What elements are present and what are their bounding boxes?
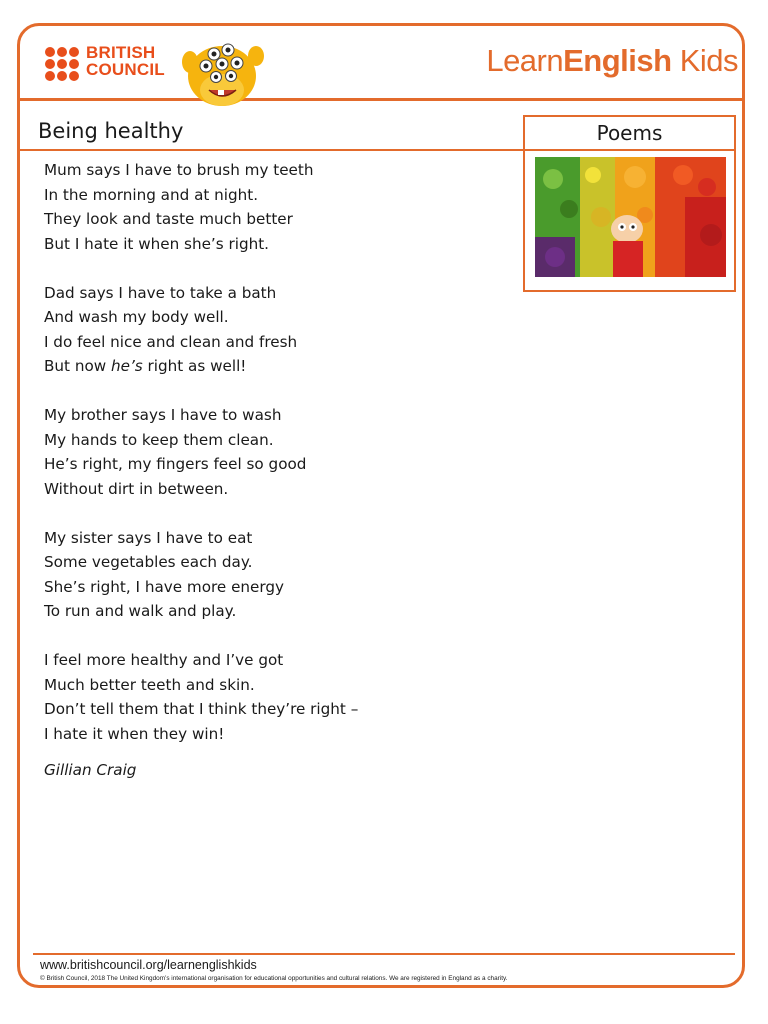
stanza-3 [44,403,504,501]
poem-line: My hands to keep them clean. [44,430,274,449]
poem-line: Dad says I have to take a bath [44,283,277,302]
poem-line: I hate it when they win! [44,724,225,743]
emphasized-word: he’s [111,357,143,375]
learnenglish-kids-logo [486,43,738,79]
rainbow-fruit-vegetables-image [535,157,726,277]
poem-line: She’s right, I have more energy [44,577,285,596]
logo-learn: Learn [486,43,564,78]
british-council-logo [44,43,184,83]
poem-line: They look and taste much better [44,210,293,228]
line-part: right as well! [142,357,247,375]
poem-line: To run and walk and play. [44,602,237,620]
stanza-1 [44,158,504,256]
footer-legal-text: © British Council, 2018 The United Kingdom’s international organisation for educational opportunities and cultural relations. We are registered in England as a charity. [40,975,508,982]
category-label: Poems [523,115,736,151]
monster-mascot-icon [176,32,268,112]
poem-line-emphasis [44,354,504,379]
poem-line: My sister says I have to eat [44,528,253,547]
poem-line: In the morning and at night. [44,185,259,204]
poem-line: Much better teeth and skin. [44,675,255,694]
bc-logo-text [86,44,165,78]
stanza-4 [44,526,504,624]
poem-line: Without dirt in between. [44,479,229,498]
poem-illustration-frame [523,150,736,292]
poem-author: Gillian Craig [44,761,137,779]
poem-line: Don’t tell them that I think they’re right – [44,700,359,718]
footer-divider [33,953,735,955]
poem-line: And wash my body well. [44,308,229,326]
footer-url-link[interactable]: www.britishcouncil.org/learnenglishkids [40,958,257,972]
bc-dots-icon [44,45,80,81]
poem-line: I feel more healthy and I’ve got [44,651,284,669]
poem-line: But I hate it when she’s right. [44,234,270,253]
poem-line: My brother says I have to wash [44,406,282,424]
stanza-5 [44,648,504,746]
header-divider [20,98,742,101]
poem-line: I do feel nice and clean and fresh [44,332,298,351]
bc-logo-line1: BRITISH [86,43,156,62]
poem-line: He’s right, my fingers feel so good [44,455,307,473]
poem-line: Some vegetables each day. [44,553,253,571]
bc-logo-line2: COUNCIL [86,60,165,79]
line-part: But now [44,357,111,375]
title-underline [20,149,524,151]
page-title: Being healthy [38,119,184,143]
logo-english: English [563,43,672,78]
logo-kids: Kids [671,43,738,78]
poem-text [44,158,504,779]
poem-line: Mum says I have to brush my teeth [44,161,314,179]
stanza-2 [44,281,504,379]
